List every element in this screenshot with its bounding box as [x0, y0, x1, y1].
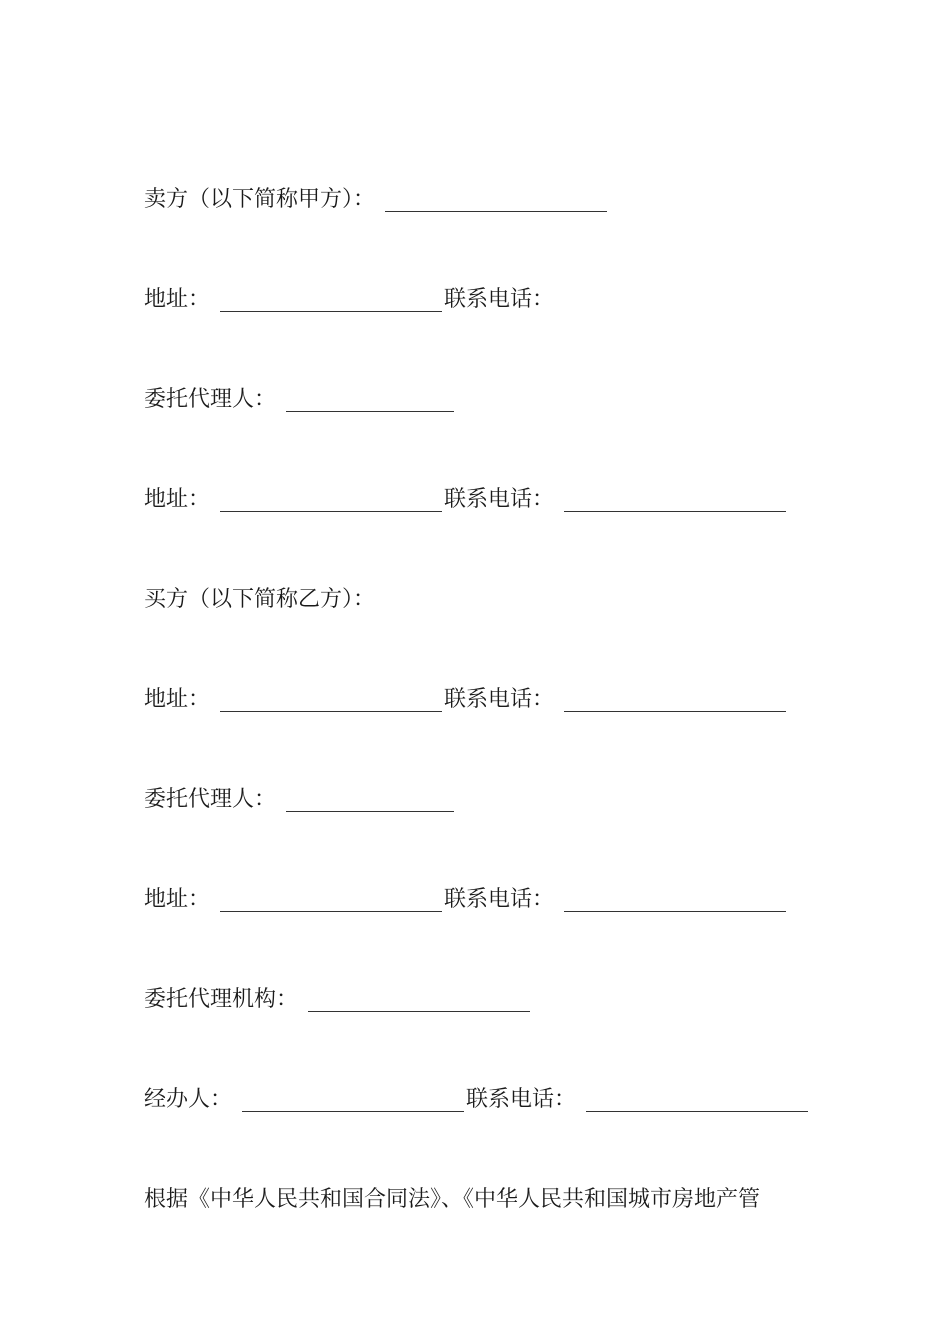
- seller-address-label: 地址：: [144, 287, 211, 312]
- seller-agent-address-row: [144, 485, 786, 515]
- buyer-agent-address-field[interactable]: [220, 889, 442, 912]
- seller-name-field[interactable]: [385, 189, 607, 212]
- handler-phone-label: 联系电话：: [466, 1087, 577, 1112]
- seller-phone-label: 联系电话：: [444, 287, 555, 312]
- handler-label: 经办人：: [144, 1087, 233, 1112]
- seller-agent-label: 委托代理人：: [144, 387, 277, 412]
- handler-phone-field[interactable]: [586, 1089, 808, 1112]
- buyer-agent-row: [144, 785, 454, 815]
- buyer-agent-field[interactable]: [286, 789, 454, 812]
- agency-label: 委托代理机构：: [144, 987, 299, 1012]
- buyer-agent-phone-label: 联系电话：: [444, 887, 555, 912]
- buyer-phone-label: 联系电话：: [444, 687, 555, 712]
- buyer-label: 买方（以下简称乙方）：: [144, 587, 376, 612]
- buyer-name-row: [144, 585, 375, 615]
- seller-name-row: [144, 185, 607, 215]
- seller-address-row: [144, 285, 554, 315]
- agency-row: [144, 985, 530, 1015]
- buyer-agent-address-label: 地址：: [144, 887, 211, 912]
- seller-address-field[interactable]: [220, 289, 442, 312]
- buyer-agent-address-row: [144, 885, 786, 915]
- seller-agent-phone-label: 联系电话：: [444, 487, 555, 512]
- agency-field[interactable]: [308, 989, 530, 1012]
- buyer-address-field[interactable]: [220, 689, 442, 712]
- seller-agent-field[interactable]: [286, 389, 454, 412]
- preamble-paragraph: [144, 1185, 760, 1215]
- seller-agent-phone-field[interactable]: [564, 489, 786, 512]
- seller-label: 卖方（以下简称甲方）：: [144, 187, 376, 212]
- buyer-agent-phone-field[interactable]: [564, 889, 786, 912]
- seller-agent-address-label: 地址：: [144, 487, 211, 512]
- preamble-text: 根据《中华人民共和国合同法》、《中华人民共和国城市房地产管: [144, 1187, 761, 1212]
- handler-field[interactable]: [242, 1089, 464, 1112]
- handler-row: [144, 1085, 808, 1115]
- seller-agent-row: [144, 385, 454, 415]
- buyer-address-label: 地址：: [144, 687, 211, 712]
- buyer-address-row: [144, 685, 786, 715]
- buyer-phone-field[interactable]: [564, 689, 786, 712]
- buyer-agent-label: 委托代理人：: [144, 787, 277, 812]
- seller-agent-address-field[interactable]: [220, 489, 442, 512]
